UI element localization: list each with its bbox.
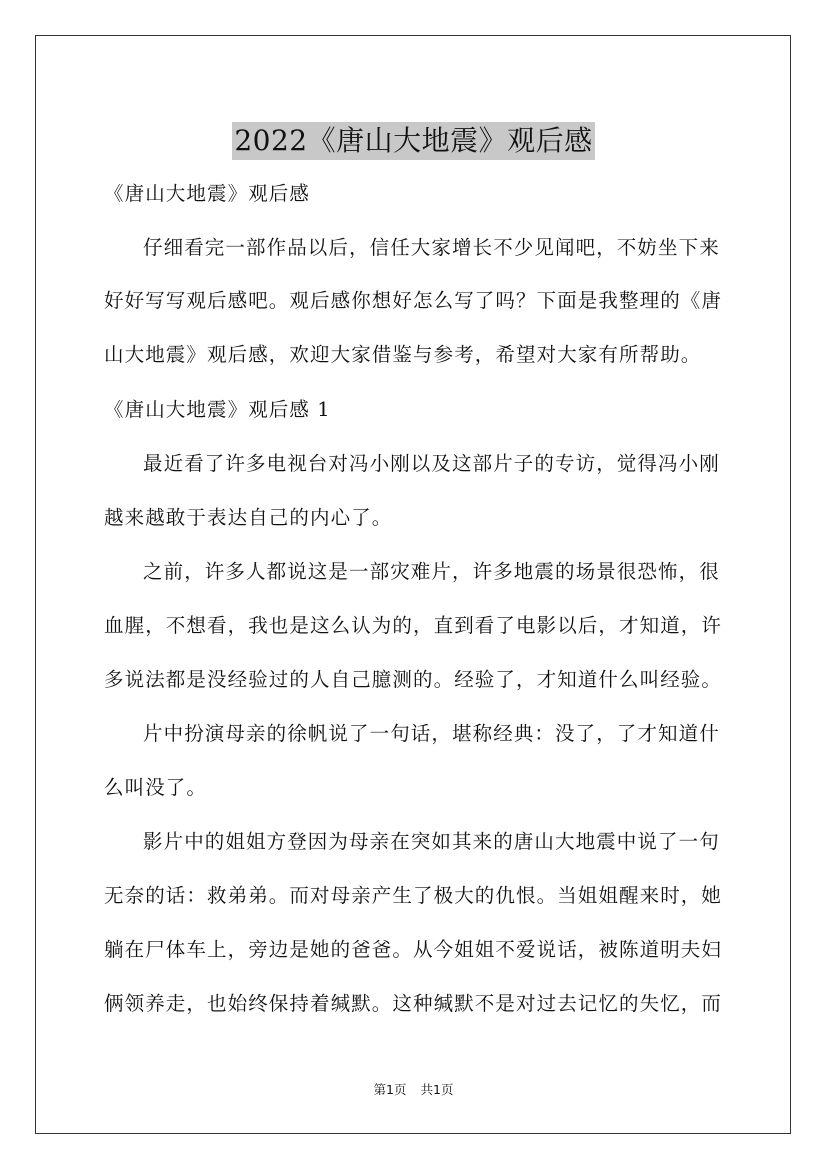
paragraph-line: 无奈的话：救弟弟。而对母亲产生了极大的仇恨。当姐姐醒来时，她: [104, 884, 723, 907]
subtitle: 《唐山大地震》观后感: [104, 182, 311, 205]
paragraph-line: 血腥，不想看，我也是这么认为的，直到看了电影以后，才知道，许: [104, 614, 723, 637]
paragraph-line: 俩领养走，也始终保持着缄默。这种缄默不是对过去记忆的失忆，而: [104, 992, 723, 1015]
page-footer: [0, 1082, 827, 1098]
paragraph-line: 么叫没了。: [104, 776, 208, 799]
title-container: [0, 103, 827, 179]
paragraph-line: 仔细看完一部作品以后，信任大家增长不少见闻吧，不妨坐下来: [143, 236, 720, 259]
paragraph-line: 多说法都是没经验过的人自己臆测的。经验了，才知道什么叫经验。: [104, 668, 723, 691]
section-heading: 《唐山大地震》观后感 1: [104, 398, 331, 421]
paragraph-line: 躺在尸体车上，旁边是她的爸爸。从今姐姐不爱说话，被陈道明夫妇: [104, 938, 723, 961]
paragraph-line: 山大地震》观后感，欢迎大家借鉴与参考，希望对大家有所帮助。: [104, 343, 702, 366]
page-total: 共1页: [420, 1082, 454, 1097]
paragraph-line: 好好写写观后感吧。观后感你想好怎么写了吗？下面是我整理的《唐: [104, 289, 723, 312]
paragraph-line: 影片中的姐姐方登因为母亲在突如其来的唐山大地震中说了一句: [143, 830, 720, 853]
page-number: 第1页: [373, 1082, 407, 1097]
paragraph-line: 之前，许多人都说这是一部灾难片，许多地震的场景很恐怖，很: [143, 560, 720, 583]
paragraph-line: 越来越敢于表达自己的内心了。: [104, 506, 393, 529]
document-title: 2022《唐山大地震》观后感: [232, 122, 594, 160]
paragraph-line: 片中扮演母亲的徐帆说了一句话，堪称经典：没了，了才知道什: [143, 722, 720, 745]
paragraph-line: 最近看了许多电视台对冯小刚以及这部片子的专访，觉得冯小刚: [143, 452, 720, 475]
